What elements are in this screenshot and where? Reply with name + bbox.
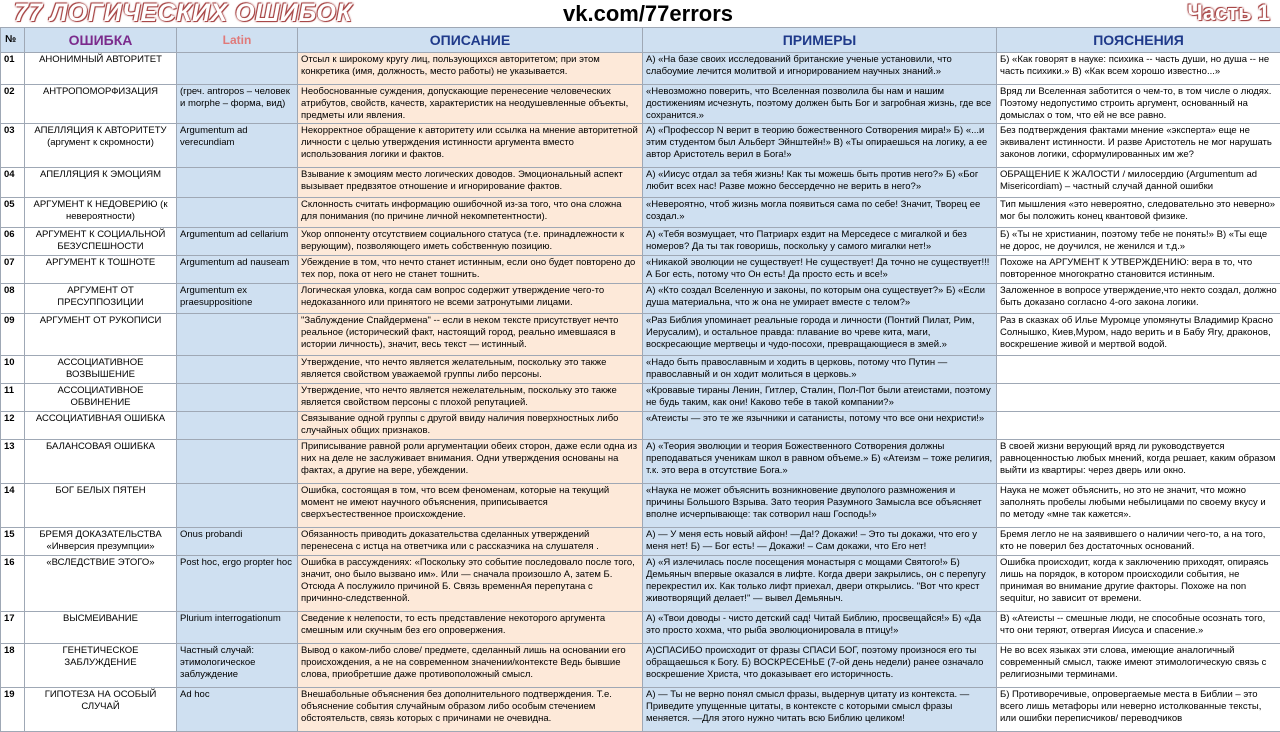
description-cell: Ошибка в рассуждениях: «Поскольку это событие последовало после того, значит, оно было вызвано им». Или — сначала произошло А, затем Б. Отсюда А послужило причиной Б. Связь временнАя перепутана с причинно-следственной. (298, 556, 643, 612)
column-header-description: ОПИСАНИЕ (298, 28, 643, 53)
row-number: 06 (1, 228, 25, 256)
description-cell: Сведение к нелепости, то есть представление некоторого аргумента смешным или скучным без его опровержения. (298, 612, 643, 644)
latin-name (177, 412, 298, 440)
latin-name (177, 198, 298, 228)
latin-name (177, 314, 298, 356)
notes-cell: В своей жизни верующий вряд ли руководствуется равноценностью любых мнений, когда решает, каким образом выйти из квартиры: через дверь или окно. (997, 440, 1280, 484)
table-row (1, 53, 1280, 85)
notes-cell: Раз в сказках об Илье Муромце упомянуты Владимир Красно Солнышко, Киев,Муром, надо верить и в Бабу Ягу, драконов, воскрешение живой и мертвой водой. (997, 314, 1280, 356)
column-header-latin: Latin (177, 28, 298, 53)
examples-cell: А) «Я излечилась после посещения монастыря с мощами Святого!» Б) Демьяныч впервые оказался в лифте. Когда двери закрылись, он с перепугу перекрестил их. Как только лифт приехал, двери открылись. "Вот что крест животворящий делает!" — вывел Демьяныч. (643, 556, 997, 612)
row-number: 10 (1, 356, 25, 384)
notes-cell: Б) «Как говорят в науке: психика -- часть души, но душа -- не часть психики.» В) «Как всем хорошо известно...» (997, 53, 1280, 85)
fallacies-table (0, 27, 1280, 732)
error-name: ВЫСМЕИВАНИЕ (25, 612, 177, 644)
table-row (1, 484, 1280, 528)
examples-cell: А) «Иисус отдал за тебя жизнь! Как ты можешь быть против него?» Б) «Бог любит всех нас! Разве можно бессердечно не верить в него?» (643, 168, 997, 198)
latin-name (177, 168, 298, 198)
latin-name (177, 484, 298, 528)
column-header-examples: ПРИМЕРЫ (643, 28, 997, 53)
description-cell: Некорректное обращение к авторитету или ссылка на мнение авторитетной личности с целью утверждения истинности аргумента вместо использования логики и фактов. (298, 124, 643, 168)
notes-cell: Бремя легло не на заявившего о наличии чего-то, а на того, кто не поверил без достаточных оснований. (997, 528, 1280, 556)
error-name: БОГ БЕЛЫХ ПЯТЕН (25, 484, 177, 528)
table-row (1, 284, 1280, 314)
description-cell: Взывание к эмоциям место логических доводов. Эмоциональный аспект вызывает предвзятое отношение и игнорирование фактов. (298, 168, 643, 198)
error-name: АРГУМЕНТ ОТ РУКОПИСИ (25, 314, 177, 356)
latin-name: (греч. antropos – человек и morphe – форма, вид) (177, 85, 298, 124)
notes-cell: Наука не может объяснить, но это не значит, что можно заполнять пробелы любыми небылицами по своему вкусу и по методу «мне так кажется». (997, 484, 1280, 528)
description-cell: Ошибка, состоящая в том, что всем феноменам, которые на текущий момент не имеют научного объяснения, приписывается сверхъестественное происхождение. (298, 484, 643, 528)
examples-cell: А) «Профессор N верит в теорию божественного Сотворения мира!» Б) «...и этим студентом был Альберт Эйнштейн!» В) «Ты опираешься на логику, а ее автор Аристотель верил в Бога!» (643, 124, 997, 168)
examples-cell: «Атеисты — это те же язычники и сатанисты, потому что все они нехристи!» (643, 412, 997, 440)
notes-cell: Не во всех языках эти слова, имеющие аналогичный современный смысл, также имеют этимологическую связь с религиозными терминами. (997, 644, 1280, 688)
error-name: БРЕМЯ ДОКАЗАТЕЛЬСТВА «Инверсия презумпции» (25, 528, 177, 556)
latin-name: Argumentum ad cellarium (177, 228, 298, 256)
description-cell: Логическая уловка, когда сам вопрос содержит утверждение чего-то недоказанного или принятого не всеми затронутыми лицами. (298, 284, 643, 314)
examples-cell: А) «Кто создал Вселенную и законы, по которым она существует?» Б) «Если душа материальна, что ж она не умирает вместе с телом?» (643, 284, 997, 314)
table-row (1, 256, 1280, 284)
examples-cell: А) «Теория эволюции и теория Божественного Сотворения должны преподаваться ученикам школ в равном объеме.» Б) «Атеизм – тоже религия, т.к. это вера в отсутствие Бога.» (643, 440, 997, 484)
notes-cell: Заложенное в вопросе утверждение,что некто создал, должно быть доказано согласно 4-ого закона логики. (997, 284, 1280, 314)
examples-cell: А) — У меня есть новый айфон! —Да!? Докажи! – Это ты докажи, что его у меня нет! Б) — Бог есть! — Докажи! – Сам докажи, что Его нет! (643, 528, 997, 556)
column-header-error: ОШИБКА (25, 28, 177, 53)
error-name: ГИПОТЕЗА НА ОСОБЫЙ СЛУЧАЙ (25, 688, 177, 732)
notes-cell: Тип мышления «это невероятно, следовательно это неверно» мог бы положить конец квантовой физике. (997, 198, 1280, 228)
table-row (1, 124, 1280, 168)
examples-cell: «Кровавые тираны Ленин, Гитлер, Сталин, Пол-Пот были атеистами, поэтому не будь таким, как они! Каково тебе в такой компании?» (643, 384, 997, 412)
error-name: «ВСЛЕДСТВИЕ ЭТОГО» (25, 556, 177, 612)
row-number: 11 (1, 384, 25, 412)
error-name: АПЕЛЛЯЦИЯ К АВТОРИТЕТУ (аргумент к скромности) (25, 124, 177, 168)
table-row (1, 556, 1280, 612)
notes-cell: Ошибка происходит, когда к заключению приходят, опираясь лишь на порядок, в котором происходили события, не принимая во внимание другие факторы. Похоже на non sequitur, но зависит от времени. (997, 556, 1280, 612)
row-number: 16 (1, 556, 25, 612)
table-row (1, 314, 1280, 356)
latin-name (177, 356, 298, 384)
notes-cell: Б) «Ты не христианин, поэтому тебе не понять!» В) «Ты еще не дорос, не доучился, не женился и т.д.» (997, 228, 1280, 256)
examples-cell: «Невероятно, чтоб жизнь могла появиться сама по себе! Значит, Творец ее создал.» (643, 198, 997, 228)
page-title: 77 ЛОГИЧЕСКИХ ОШИБОК (14, 0, 352, 28)
description-cell: Убеждение в том, что нечто станет истинным, если оно будет повторено до тех пор, пока от него не станет тошнить. (298, 256, 643, 284)
description-cell: "Заблуждение Спайдермена" -- если в неком тексте присутствует нечто реальное (исторический факт, настоящий город, реально имевшаяся в истории личность), значит, весь текст — истинный. (298, 314, 643, 356)
examples-cell: А) «На базе своих исследований британские ученые установили, что слабоумие лечится молитвой и игнорированием научных знаний.» (643, 53, 997, 85)
row-number: 01 (1, 53, 25, 85)
error-name: АССОЦИАТИВНОЕ ОБВИНЕНИЕ (25, 384, 177, 412)
error-name: АРГУМЕНТ К СОЦИАЛЬНОЙ БЕЗУСПЕШНОСТИ (25, 228, 177, 256)
table-row (1, 688, 1280, 732)
row-number: 14 (1, 484, 25, 528)
examples-cell: А)СПАСИБО происходит от фразы СПАСИ БОГ, поэтому произнося его ты обращаешься к Богу. Б) ВОСКРЕСЕНЬЕ (7-ой день недели) ранее означало воскрешение Христа, что доказывает его историчность. (643, 644, 997, 688)
description-cell: Вывод о каком-либо слове/ предмете, сделанный лишь на основании его происхождения, а не на современном значении/контексте Ведь бывшие слова, приобретшие даже противоположный смысл. (298, 644, 643, 688)
notes-cell: Без подтверждения фактами мнение «эксперта» еще не эквивалент истинности. И разве Аристотель не мог нарушать законов логики, сформулированных им же? (997, 124, 1280, 168)
table-row (1, 228, 1280, 256)
latin-name: Частный случай: этимологическое заблуждение (177, 644, 298, 688)
examples-cell: А) «Тебя возмущает, что Патриарх ездит на Мерседесе с мигалкой и без номеров? Да ты так говоришь, поскольку у самого мигалки нет!» (643, 228, 997, 256)
table-row (1, 198, 1280, 228)
latin-name (177, 440, 298, 484)
examples-cell: «Надо быть православным и ходить в церковь, потому что Путин — православный и он ходит молиться в церковь.» (643, 356, 997, 384)
table-row (1, 356, 1280, 384)
column-header-notes: ПОЯСНЕНИЯ (997, 28, 1280, 53)
description-cell: Внешабольные объяснения без дополнительного подтверждения. Т.е. объяснение события случайным образом либо особым стечением обстоятельств, связь которых с причинами не очевидна. (298, 688, 643, 732)
row-number: 07 (1, 256, 25, 284)
page-header (0, 0, 1280, 28)
latin-name (177, 53, 298, 85)
latin-name: Plurium interrogationum (177, 612, 298, 644)
error-name: АНОНИМНЫЙ АВТОРИТЕТ (25, 53, 177, 85)
latin-name: Ad hoc (177, 688, 298, 732)
description-cell: Укор оппоненту отсутствием социального статуса (т.е. принадлежности к верующим), позволяющего иметь собственную позицию. (298, 228, 643, 256)
row-number: 02 (1, 85, 25, 124)
notes-cell (997, 356, 1280, 384)
notes-cell: Вряд ли Вселенная заботится о чем-то, в том числе о людях. Поэтому недопустимо строить аргумент, основанный на домыслах о том, что ей не все равно. (997, 85, 1280, 124)
row-number: 12 (1, 412, 25, 440)
table-row (1, 384, 1280, 412)
column-header-num: № (1, 28, 25, 53)
row-number: 15 (1, 528, 25, 556)
error-name: АССОЦИАТИВНАЯ ОШИБКА (25, 412, 177, 440)
notes-cell: ОБРАЩЕНИЕ К ЖАЛОСТИ / милосердию (Argumentum ad Misericordiam) – частный случай данной ошибки (997, 168, 1280, 198)
latin-name: Post hoc, ergo propter hoc (177, 556, 298, 612)
site-link[interactable]: vk.com/77errors (563, 1, 733, 27)
row-number: 08 (1, 284, 25, 314)
description-cell: Отсыл к широкому кругу лиц, пользующихся авторитетом; при этом конкретика (имя, должность, место работы) не указывается. (298, 53, 643, 85)
table-row (1, 412, 1280, 440)
error-name: АНТРОПОМОРФИЗАЦИЯ (25, 85, 177, 124)
row-number: 04 (1, 168, 25, 198)
table-row (1, 168, 1280, 198)
error-name: АРГУМЕНТ К НЕДОВЕРИЮ (к невероятности) (25, 198, 177, 228)
error-name: АПЕЛЛЯЦИЯ К ЭМОЦИЯМ (25, 168, 177, 198)
latin-name (177, 384, 298, 412)
notes-cell: Похоже на АРГУМЕНТ К УТВЕРЖДЕНИЮ: вера в то, что повторенное многократно становится истинным. (997, 256, 1280, 284)
error-name: АССОЦИАТИВНОЕ ВОЗВЫШЕНИЕ (25, 356, 177, 384)
error-name: ГЕНЕТИЧЕСКОЕ ЗАБЛУЖДЕНИЕ (25, 644, 177, 688)
error-name: АРГУМЕНТ ОТ ПРЕСУППОЗИЦИИ (25, 284, 177, 314)
examples-cell: «Наука не может объяснить возникновение двуполого размножения и причины Большого Взрыва. Зато теория Разумного Замысла все объясняет вполне исчерпывающе: так сотворил наш Господь!» (643, 484, 997, 528)
row-number: 09 (1, 314, 25, 356)
description-cell: Утверждение, что нечто является нежелательным, поскольку это также является свойством персоны с плохой репутацией. (298, 384, 643, 412)
notes-cell (997, 412, 1280, 440)
table-row (1, 85, 1280, 124)
table-row (1, 644, 1280, 688)
table-row (1, 612, 1280, 644)
error-name: АРГУМЕНТ К ТОШНОТЕ (25, 256, 177, 284)
description-cell: Утверждение, что нечто является желательным, поскольку это также является свойством уважаемой группы либо персоны. (298, 356, 643, 384)
part-label: Часть 1 (1187, 0, 1270, 26)
description-cell: Необоснованные суждения, допускающие перенесение человеческих атрибутов, свойств, качеств, характеристик на неодушевленные объекты, предметы или явления. (298, 85, 643, 124)
row-number: 18 (1, 644, 25, 688)
notes-cell (997, 384, 1280, 412)
notes-cell: Б) Противоречивые, опровергаемые места в Библии – это всего лишь метафоры или неверно истолкованные тексты, или ошибки переписчиков/ переводчиков (997, 688, 1280, 732)
row-number: 05 (1, 198, 25, 228)
error-name: БАЛАНСОВАЯ ОШИБКА (25, 440, 177, 484)
examples-cell: «Никакой эволюции не существует! Не существует! Да точно не существует!!! А Бог есть, потому что Он есть! Да просто есть и все!» (643, 256, 997, 284)
latin-name: Argumentum ad verecundiam (177, 124, 298, 168)
examples-cell: А) — Ты не верно понял смысл фразы, выдернув цитату из контекста. — Приведите упущенные цитаты, в контексте с которыми смысл фразы меняется. —Для этого нужно читать всю Библию целиком! (643, 688, 997, 732)
table-header-row (1, 28, 1280, 53)
latin-name: Onus probandi (177, 528, 298, 556)
examples-cell: «Невозможно поверить, что Вселенная позволила бы нам и нашим достижениям исчезнуть, поэтому должен быть Бог и загробная жизнь, где все сохранится.» (643, 85, 997, 124)
description-cell: Склонность считать информацию ошибочной из-за того, что она сложна для понимания (по причине личной некомпетентности). (298, 198, 643, 228)
table-row (1, 440, 1280, 484)
notes-cell: В) «Атеисты -- смешные люди, не способные осознать того, что они теряют, отвергая Иисуса и спасение.» (997, 612, 1280, 644)
row-number: 17 (1, 612, 25, 644)
description-cell: Связывание одной группы с другой ввиду наличия поверхностных либо случайных общих признаков. (298, 412, 643, 440)
latin-name: Argumentum ad nauseam (177, 256, 298, 284)
examples-cell: А) «Твои доводы - чисто детский сад! Читай Библию, просвещайся!» Б) «Да это просто хохма, что рыба эволюционировала в птицу!» (643, 612, 997, 644)
row-number: 13 (1, 440, 25, 484)
latin-name: Argumentum ex praesuppositione (177, 284, 298, 314)
description-cell: Приписывание равной роли аргументации обеих сторон, даже если одна из них на деле не заслуживает внимания. Одни утверждения основаны на фактах, а другие на вере, убеждении. (298, 440, 643, 484)
examples-cell: «Раз Библия упоминает реальные города и личности (Понтий Пилат, Рим, Иерусалим), и остальное правда: плавание во чреве кита, маги, воскресающие мертвецы и чудо-посохи, превращающиеся в змей.» (643, 314, 997, 356)
row-number: 19 (1, 688, 25, 732)
row-number: 03 (1, 124, 25, 168)
description-cell: Обязанность приводить доказательства сделанных утверждений перенесена с истца на ответчика или с рассказчика на слушателя . (298, 528, 643, 556)
table-row (1, 528, 1280, 556)
